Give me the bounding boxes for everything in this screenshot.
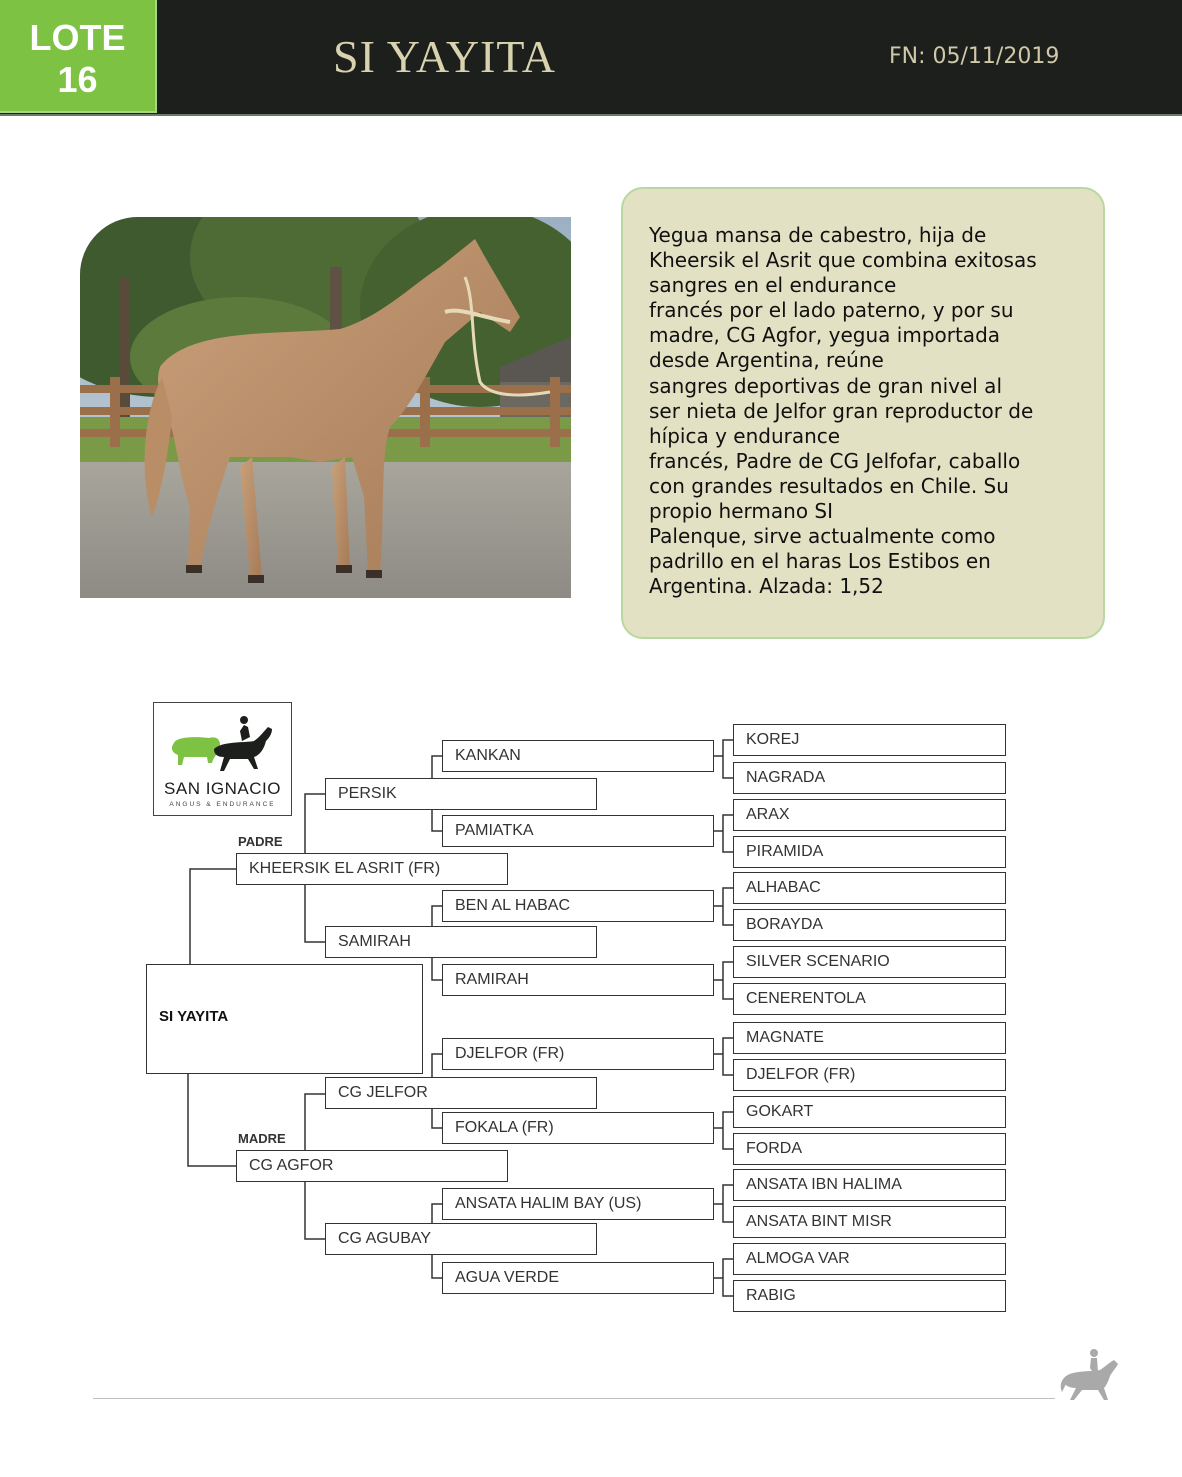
ggg-parent-box: DJELFOR (FR) (733, 1059, 1006, 1091)
great-grandparent-box: ANSATA HALIM BAY (US) (442, 1188, 714, 1220)
ggg-parent-box: GOKART (733, 1096, 1006, 1128)
ggg-parent-box: MAGNATE (733, 1022, 1006, 1054)
description-line: desde Argentina, reúne (649, 348, 884, 373)
description-line: madre, CG Agfor, yegua importada (649, 323, 1001, 348)
description-line: con grandes resultados en Chile. Su (649, 473, 1009, 498)
horse-rider-icon (1060, 1348, 1122, 1402)
lote-number: 16 (57, 59, 98, 100)
grandparent-box: CG JELFOR (325, 1077, 597, 1109)
logo-name: SAN IGNACIO (164, 779, 281, 798)
great-grandparent-box: AGUA VERDE (442, 1262, 714, 1294)
grandparent-box: SAMIRAH (325, 926, 597, 958)
san-ignacio-logo (153, 702, 292, 816)
ggg-parent-box: ALMOGA VAR (733, 1243, 1006, 1275)
description-line: francés por el lado paterno, y por su (649, 298, 1014, 323)
description-line: Yegua mansa de cabestro, hija de (649, 223, 987, 247)
description-line: hípica y endurance (649, 423, 841, 448)
description-line: propio hermano SI (649, 499, 834, 524)
grandparent-box: PERSIK (325, 778, 597, 810)
great-grandparent-box: BEN AL HABAC (442, 890, 714, 922)
ggg-parent-box: FORDA (733, 1133, 1006, 1165)
sire-box: KHEERSIK EL ASRIT (FR) (236, 853, 508, 885)
description-line: sangres deportivas de gran nivel al (649, 373, 1002, 398)
horse-name-title: SI YAYITA (333, 31, 556, 82)
dam-label: MADRE (238, 1131, 286, 1146)
description-line: sangres en el endurance (649, 273, 897, 298)
footer-divider (93, 1398, 1055, 1399)
sire-label: PADRE (238, 834, 283, 849)
ggg-parent-box: ANSATA IBN HALIMA (733, 1169, 1006, 1201)
great-grandparent-box: RAMIRAH (442, 964, 714, 996)
ggg-parent-box: NAGRADA (733, 762, 1006, 794)
description-line: Kheersik el Asrit que combina exitosas (649, 248, 1037, 273)
ggg-parent-box: ANSATA BINT MISR (733, 1206, 1006, 1238)
ggg-parent-box: ALHABAC (733, 872, 1006, 904)
description-line: Argentina. Alzada: 1,52 (649, 574, 884, 599)
great-grandparent-box: KANKAN (442, 740, 714, 772)
great-grandparent-box: PAMIATKA (442, 815, 714, 847)
ggg-parent-box: PIRAMIDA (733, 836, 1006, 868)
ggg-parent-box: RABIG (733, 1280, 1006, 1312)
description-line: francés, Padre de CG Jelfofar, caballo (649, 448, 1021, 473)
logo-subtitle: ANGUS & ENDURANCE (169, 801, 276, 808)
ggg-parent-box: CENERENTOLA (733, 983, 1006, 1015)
description-line: Palenque, sirve actualmente como (649, 524, 996, 549)
subject-name: SI YAYITA (159, 1008, 229, 1025)
ggg-parent-box: SILVER SCENARIO (733, 946, 1006, 978)
ggg-parent-box: BORAYDA (733, 909, 1006, 941)
description-line: ser nieta de Jelfor gran reproductor de (649, 398, 1034, 423)
ggg-parent-box: ARAX (733, 799, 1006, 831)
great-grandparent-box: DJELFOR (FR) (442, 1038, 714, 1070)
subject-box (146, 964, 423, 1074)
grandparent-box: CG AGUBAY (325, 1223, 597, 1255)
dam-box: CG AGFOR (236, 1150, 508, 1182)
description-line: padrillo en el haras Los Estibos en (649, 549, 991, 574)
birth-date: FN: 05/11/2019 (889, 44, 1060, 69)
lote-label: LOTE (29, 17, 126, 58)
ggg-parent-box: KOREJ (733, 724, 1006, 756)
great-grandparent-box: FOKALA (FR) (442, 1112, 714, 1144)
